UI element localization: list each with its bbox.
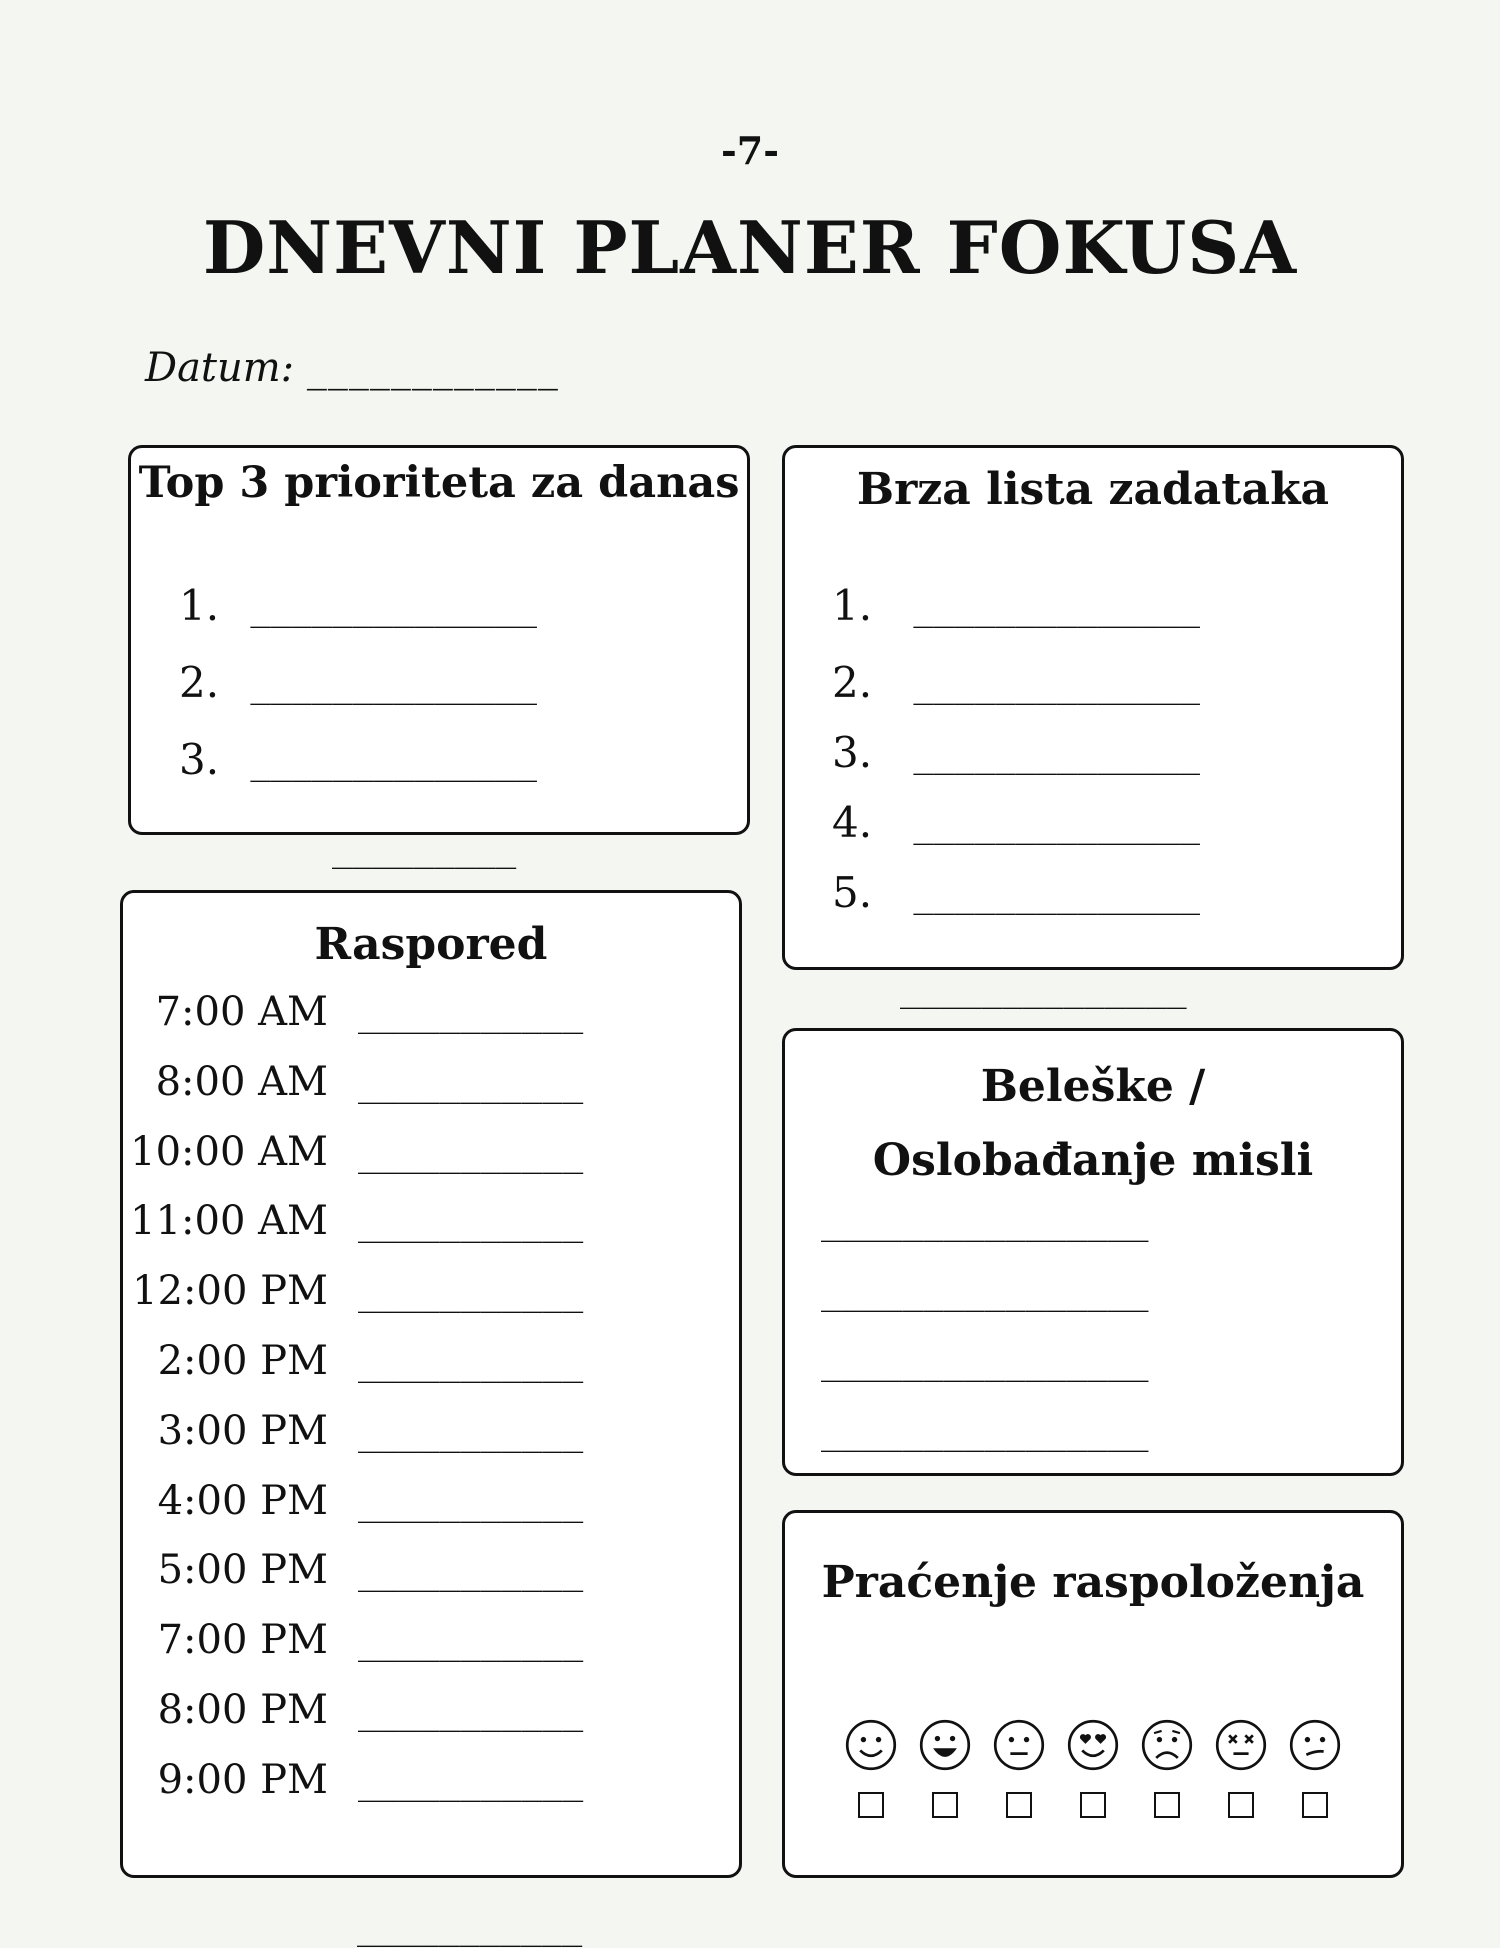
mood-option[interactable] [918, 1718, 972, 1818]
priority-number: 3. [179, 735, 220, 784]
notes-box [782, 1028, 1404, 1476]
mood-option[interactable] [1288, 1718, 1342, 1818]
schedule-row[interactable] [123, 1547, 743, 1607]
schedule-time: 11:00 AM [130, 1198, 328, 1245]
schedule-row[interactable] [123, 1338, 743, 1398]
date-blank[interactable]: ____________ [306, 345, 559, 391]
task-blank[interactable]: ______________ [913, 666, 1200, 706]
mood-option[interactable] [1066, 1718, 1120, 1818]
schedule-blank[interactable]: ___________ [358, 1483, 584, 1524]
heart-eyes-face-icon [1066, 1718, 1120, 1772]
date-field[interactable] [145, 345, 559, 391]
priorities-box [128, 445, 750, 835]
schedule-row[interactable] [123, 1059, 743, 1119]
task-item[interactable] [832, 868, 1200, 917]
schedule-blank[interactable]: ___________ [358, 1204, 584, 1245]
tasks-box [782, 445, 1404, 970]
notes-title-line2: Oslobađanje misli [872, 1135, 1314, 1186]
task-blank[interactable]: ______________ [913, 806, 1200, 846]
task-number: 1. [832, 581, 873, 630]
task-item[interactable] [832, 728, 1200, 777]
grin-face-icon [918, 1718, 972, 1772]
schedule-row[interactable] [123, 1198, 743, 1258]
mood-checkbox[interactable] [932, 1792, 958, 1818]
priority-blank[interactable]: ______________ [250, 589, 537, 629]
schedule-row[interactable] [123, 989, 743, 1049]
confused-face-icon [1288, 1718, 1342, 1772]
schedule-time: 4:00 PM [157, 1477, 328, 1524]
mood-box [782, 1510, 1404, 1878]
schedule-row[interactable] [123, 1268, 743, 1328]
tasks-overflow-blank: ______________ [900, 970, 1187, 1010]
schedule-blank[interactable]: ___________ [358, 1553, 584, 1594]
page-number: -7- [721, 128, 779, 173]
task-blank[interactable]: ______________ [913, 736, 1200, 776]
task-item[interactable] [832, 581, 1200, 630]
mood-checkbox[interactable] [858, 1792, 884, 1818]
task-number: 2. [832, 658, 873, 707]
note-line[interactable]: ________________ [821, 1203, 1149, 1243]
sad-face-icon [1140, 1718, 1194, 1772]
schedule-row[interactable] [123, 1478, 743, 1538]
priorities-overflow-blank: _________ [332, 830, 517, 870]
date-label: Datum: [145, 345, 295, 391]
schedule-time: 3:00 PM [157, 1407, 328, 1454]
schedule-row[interactable] [123, 1757, 743, 1817]
schedule-time: 10:00 AM [130, 1128, 328, 1175]
note-line[interactable]: ________________ [821, 1273, 1149, 1313]
schedule-blank[interactable]: ___________ [358, 1344, 584, 1384]
schedule-blank[interactable]: ___________ [358, 1413, 584, 1454]
task-number: 4. [832, 798, 873, 847]
tasks-title: Brza lista zadataka [856, 464, 1330, 515]
priority-blank[interactable]: ______________ [250, 666, 537, 706]
priority-number: 2. [179, 658, 220, 707]
task-blank[interactable]: ______________ [913, 589, 1200, 629]
schedule-time: 5:00 PM [157, 1547, 328, 1594]
mood-checkbox[interactable] [1302, 1792, 1328, 1818]
schedule-blank[interactable]: ___________ [358, 1134, 584, 1175]
mood-option[interactable] [1140, 1718, 1194, 1818]
schedule-time: 8:00 PM [157, 1687, 328, 1733]
task-number: 3. [832, 728, 873, 777]
dizzy-face-icon [1214, 1718, 1268, 1772]
task-item[interactable] [832, 798, 1200, 847]
task-blank[interactable]: ______________ [913, 876, 1200, 916]
mood-checkbox[interactable] [1006, 1792, 1032, 1818]
mood-title: Praćenje raspoloženja [821, 1557, 1365, 1608]
priority-blank[interactable]: ______________ [250, 743, 537, 783]
notes-title-line1: Beleške / [980, 1061, 1206, 1112]
mood-checkbox[interactable] [1228, 1792, 1254, 1818]
schedule-blank[interactable]: ___________ [358, 1274, 584, 1315]
task-number: 5. [832, 868, 873, 917]
priority-number: 1. [179, 581, 220, 630]
schedule-title: Raspored [314, 919, 548, 970]
schedule-box [120, 890, 742, 1878]
priority-item[interactable] [179, 581, 537, 630]
note-line[interactable]: ________________ [821, 1343, 1149, 1383]
schedule-row[interactable] [123, 1408, 743, 1468]
mood-faces [785, 1718, 1401, 1818]
note-line[interactable]: ________________ [821, 1413, 1149, 1453]
mood-option[interactable] [992, 1718, 1046, 1818]
schedule-overflow-blank: ___________ [357, 1908, 583, 1948]
priorities-title: Top 3 prioriteta za danas [138, 458, 740, 508]
schedule-time: 8:00 AM [155, 1058, 328, 1105]
schedule-overflow-blank: ___________ [357, 1838, 583, 1878]
mood-checkbox[interactable] [1154, 1792, 1180, 1818]
neutral-face-icon [992, 1718, 1046, 1772]
task-item[interactable] [832, 658, 1200, 707]
priority-item[interactable] [179, 658, 537, 707]
mood-option[interactable] [1214, 1718, 1268, 1818]
schedule-blank[interactable]: ___________ [358, 995, 584, 1035]
schedule-row[interactable] [123, 1687, 743, 1747]
schedule-blank[interactable]: ___________ [358, 1693, 584, 1733]
priority-item[interactable] [179, 735, 537, 784]
smile-face-icon [844, 1718, 898, 1772]
schedule-time: 2:00 PM [157, 1338, 328, 1384]
mood-option[interactable] [844, 1718, 898, 1818]
schedule-row[interactable] [123, 1617, 743, 1677]
schedule-time: 12:00 PM [132, 1268, 328, 1315]
schedule-blank[interactable]: ___________ [358, 1623, 584, 1664]
schedule-time: 7:00 PM [157, 1617, 328, 1664]
schedule-time: 9:00 PM [157, 1756, 328, 1803]
schedule-blank[interactable]: ___________ [358, 1762, 584, 1803]
page-title: DNEVNI PLANER FOKUSA [202, 205, 1298, 290]
mood-checkbox[interactable] [1080, 1792, 1106, 1818]
schedule-row[interactable] [123, 1129, 743, 1189]
schedule-blank[interactable]: ___________ [358, 1064, 584, 1105]
schedule-time: 7:00 AM [155, 989, 328, 1035]
